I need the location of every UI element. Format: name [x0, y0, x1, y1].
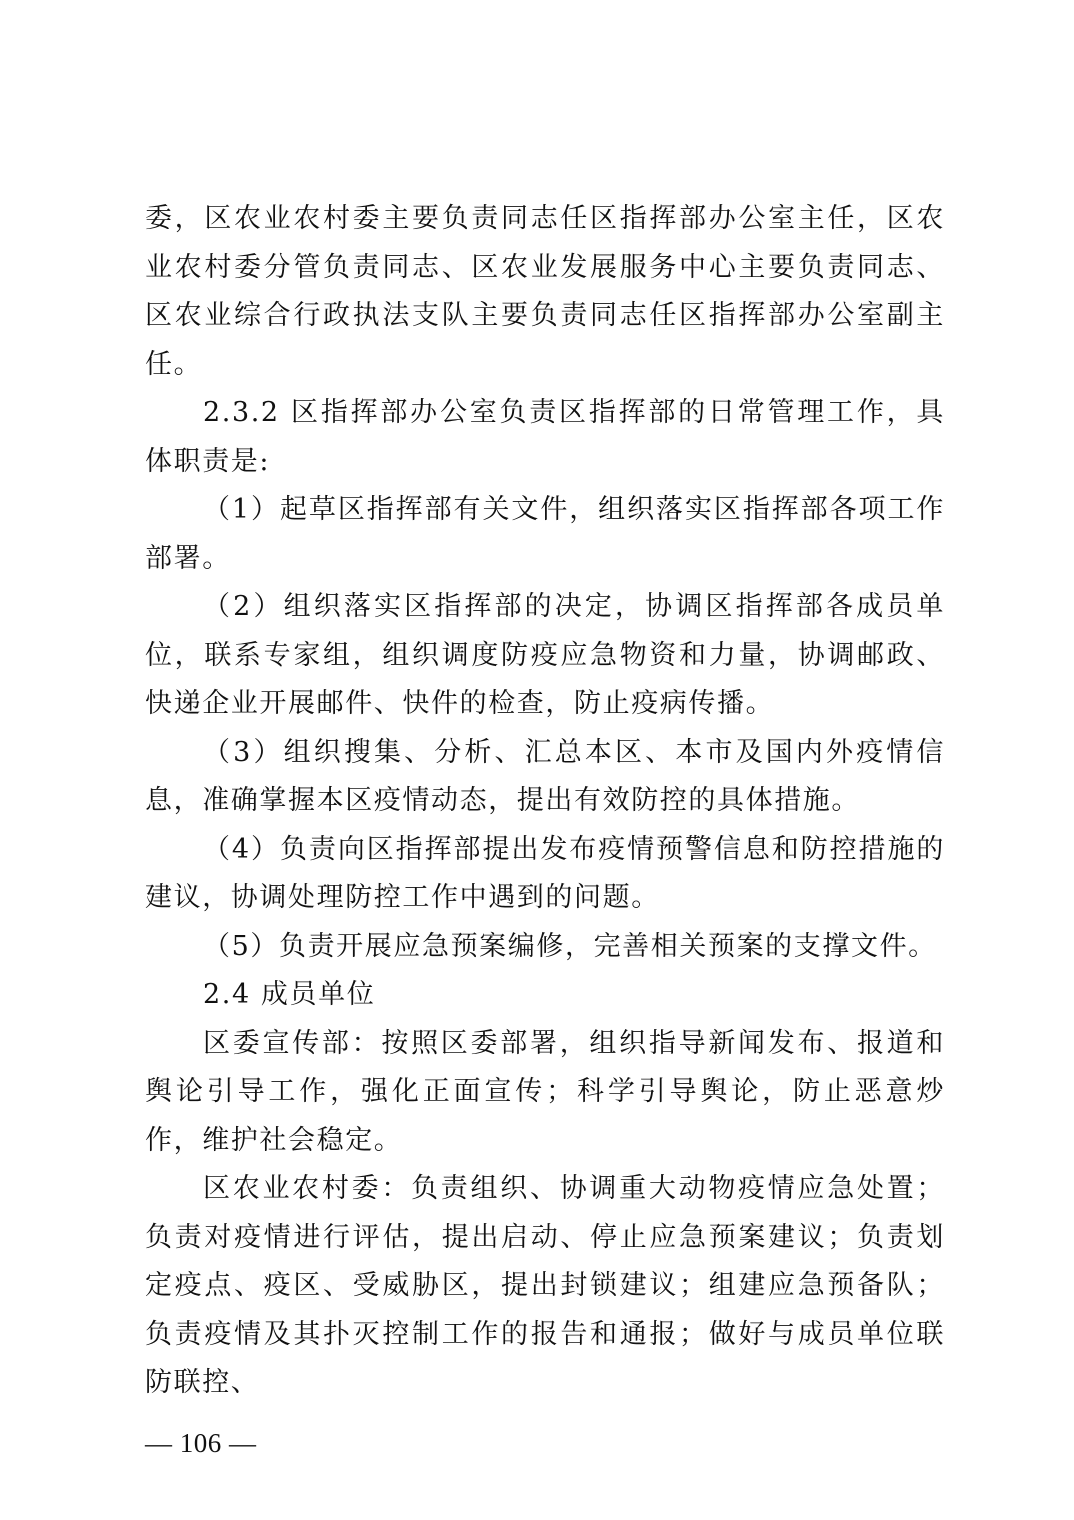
paragraph-propaganda-dept: 区委宣传部：按照区委部署，组织指导新闻发布、报道和舆论引导工作，强化正面宣传；科学引导舆论，防止恶意炒作，维护社会稳定。 [145, 1027, 945, 1156]
list-item-5: （5）负责开展应急预案编修，完善相关预案的支撑文件。 [203, 930, 937, 962]
section-heading-2-3-2: 2.3.2 区指挥部办公室负责区指挥部的日常管理工作，具体职责是: [145, 397, 945, 477]
list-item-4: （4）负责向区指挥部提出发布疫情预警信息和防控措施的建议，协调处理防控工作中遇到的问题。 [145, 833, 945, 913]
list-item-2: （2）组织落实区指挥部的决定，协调区指挥部各成员单位，联系专家组，组织调度防疫应急物资和力量，协调邮政、快递企业开展邮件、快件的检查，防止疫病传播。 [145, 591, 945, 719]
page-number: — 106 — [145, 1428, 257, 1458]
document-body [145, 195, 945, 1408]
list-item-3: （3）组织搜集、分析、汇总本区、本市及国内外疫情信息，准确掌握本区疫情动态，提出有效防控的具体措施。 [145, 736, 945, 816]
list-item-1: （1）起草区指挥部有关文件，组织落实区指挥部各项工作部署。 [145, 494, 945, 574]
paragraph-office-leadership: 委，区农业农村委主要负责同志任区指挥部办公室主任，区农业农村委分管负责同志、区农业发展服务中心主要负责同志、区农业综合行政执法支队主要负责同志任区指挥部办公室副主任。 [145, 203, 945, 380]
section-heading-2-4: 2.4 成员单位 [203, 979, 376, 1010]
paragraph-agriculture-committee: 区农业农村委：负责组织、协调重大动物疫情应急处置；负责对疫情进行评估，提出启动、停止应急预案建议；负责划定疫点、疫区、受威胁区，提出封锁建议；组建应急预备队；负责疫情及其扑灭控制工作的报告和通报；做好与成员单位联防联控、 [145, 1173, 945, 1398]
